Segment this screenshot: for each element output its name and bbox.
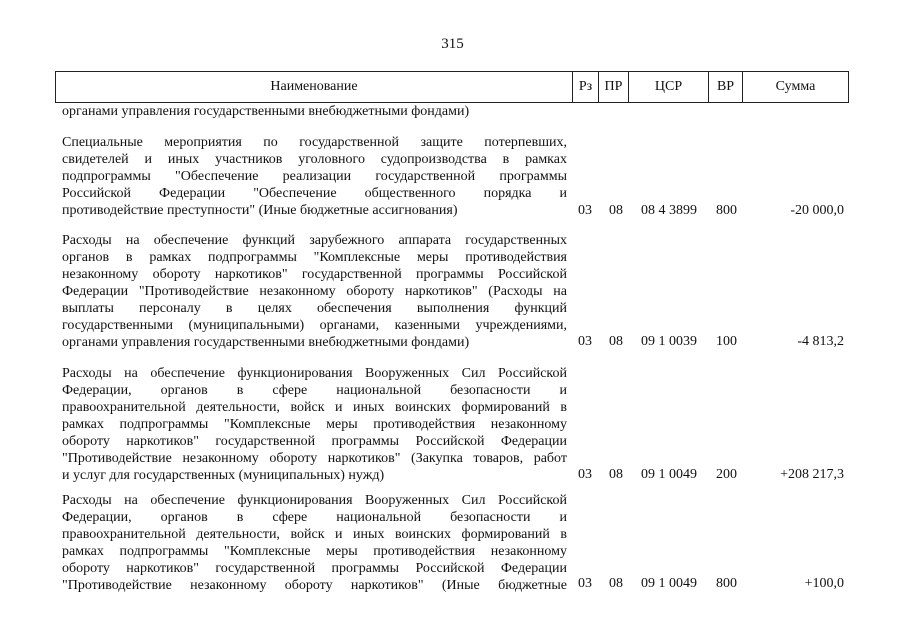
description-line: "Противодействие незаконному обороту наркотиков" (Иные бюджетные: [62, 578, 567, 593]
cell-sum: +208 217,3: [780, 467, 844, 482]
description-line: выплаты персоналу в целях обеспечения выполнения функций: [62, 301, 567, 316]
cell-csr: 09 1 0049: [641, 576, 697, 591]
description-line: правоохранительной деятельности, войск и иных воинских формирований в: [62, 527, 567, 542]
description-line: органами управления государственными внебюджетными фондами): [62, 335, 470, 350]
cell-vr: 100: [716, 334, 737, 349]
column-header-pr: ПР: [598, 72, 628, 102]
column-header-sum: Сумма: [742, 72, 848, 102]
page-number: 315: [441, 36, 464, 52]
description-line: Российской Федерации "Обеспечение общественного порядка и: [62, 186, 567, 201]
description-line: обороту наркотиков" государственной программы Российской Федерации: [62, 434, 567, 449]
cell-vr: 800: [716, 203, 737, 218]
description-line: рамках подпрограммы "Комплексные меры противодействия незаконному: [62, 417, 567, 432]
cell-pr: 08: [609, 334, 623, 349]
cell-rz: 03: [578, 467, 592, 482]
description-line: и услуг для государственных (муниципальных) нужд): [62, 468, 385, 483]
description-line: свидетелей и иных участников уголовного судопроизводства в рамках: [62, 152, 567, 167]
row-description: [62, 134, 567, 219]
description-line: Федерации, органов в сфере национальной безопасности и: [62, 383, 567, 398]
row-description: [62, 365, 567, 484]
description-line: Федерации "Противодействие незаконному обороту наркотиков" (Расходы на: [62, 284, 567, 299]
cell-csr: 09 1 0049: [641, 467, 697, 482]
continuation-line: органами управления государственными внебюджетными фондами): [62, 104, 470, 119]
cell-pr: 08: [609, 203, 623, 218]
cell-csr: 09 1 0039: [641, 334, 697, 349]
row-description: [62, 232, 567, 351]
description-line: правоохранительной деятельности, войск и иных воинских формирований в: [62, 400, 567, 415]
cell-rz: 03: [578, 334, 592, 349]
column-header-name: Наименование: [270, 79, 358, 94]
cell-pr: 08: [609, 467, 623, 482]
description-line: обороту наркотиков" государственной программы Российской Федерации: [62, 561, 567, 576]
cell-sum: +100,0: [804, 576, 844, 591]
column-header-rz: Рз: [572, 72, 598, 102]
description-line: "Противодействие незаконному обороту наркотиков" (Закупка товаров, работ: [62, 451, 567, 466]
description-line: Расходы на обеспечение функционирования Вооруженных Сил Российской: [62, 366, 567, 381]
description-line: противодействие преступности" (Иные бюджетные ассигнования): [62, 203, 458, 218]
cell-sum: -20 000,0: [790, 203, 844, 218]
description-line: подпрограммы "Обеспечение реализации государственной программы: [62, 169, 567, 184]
cell-sum: -4 813,2: [797, 334, 844, 349]
cell-vr: 200: [716, 467, 737, 482]
cell-rz: 03: [578, 576, 592, 591]
column-header-vr: ВР: [708, 72, 742, 102]
cell-rz: 03: [578, 203, 592, 218]
row-description: [62, 492, 567, 594]
description-line: незаконному обороту наркотиков" государственной программы Российской: [62, 267, 567, 282]
description-line: Специальные мероприятия по государственной защите потерпевших,: [62, 135, 567, 150]
description-line: органов в рамках подпрограммы "Комплексные меры противодействия: [62, 250, 567, 265]
description-line: Федерации, органов в сфере национальной безопасности и: [62, 510, 567, 525]
description-line: государственными (муниципальными) органами, казенными учреждениями,: [62, 318, 567, 333]
description-line: Расходы на обеспечение функционирования Вооруженных Сил Российской: [62, 493, 567, 508]
cell-vr: 800: [716, 576, 737, 591]
cell-pr: 08: [609, 576, 623, 591]
cell-csr: 08 4 3899: [641, 203, 697, 218]
column-header-csr: ЦСР: [628, 72, 708, 102]
description-line: рамках подпрограммы "Комплексные меры противодействия незаконному: [62, 544, 567, 559]
table-header: [55, 71, 849, 103]
description-line: Расходы на обеспечение функций зарубежного аппарата государственных: [62, 233, 567, 248]
